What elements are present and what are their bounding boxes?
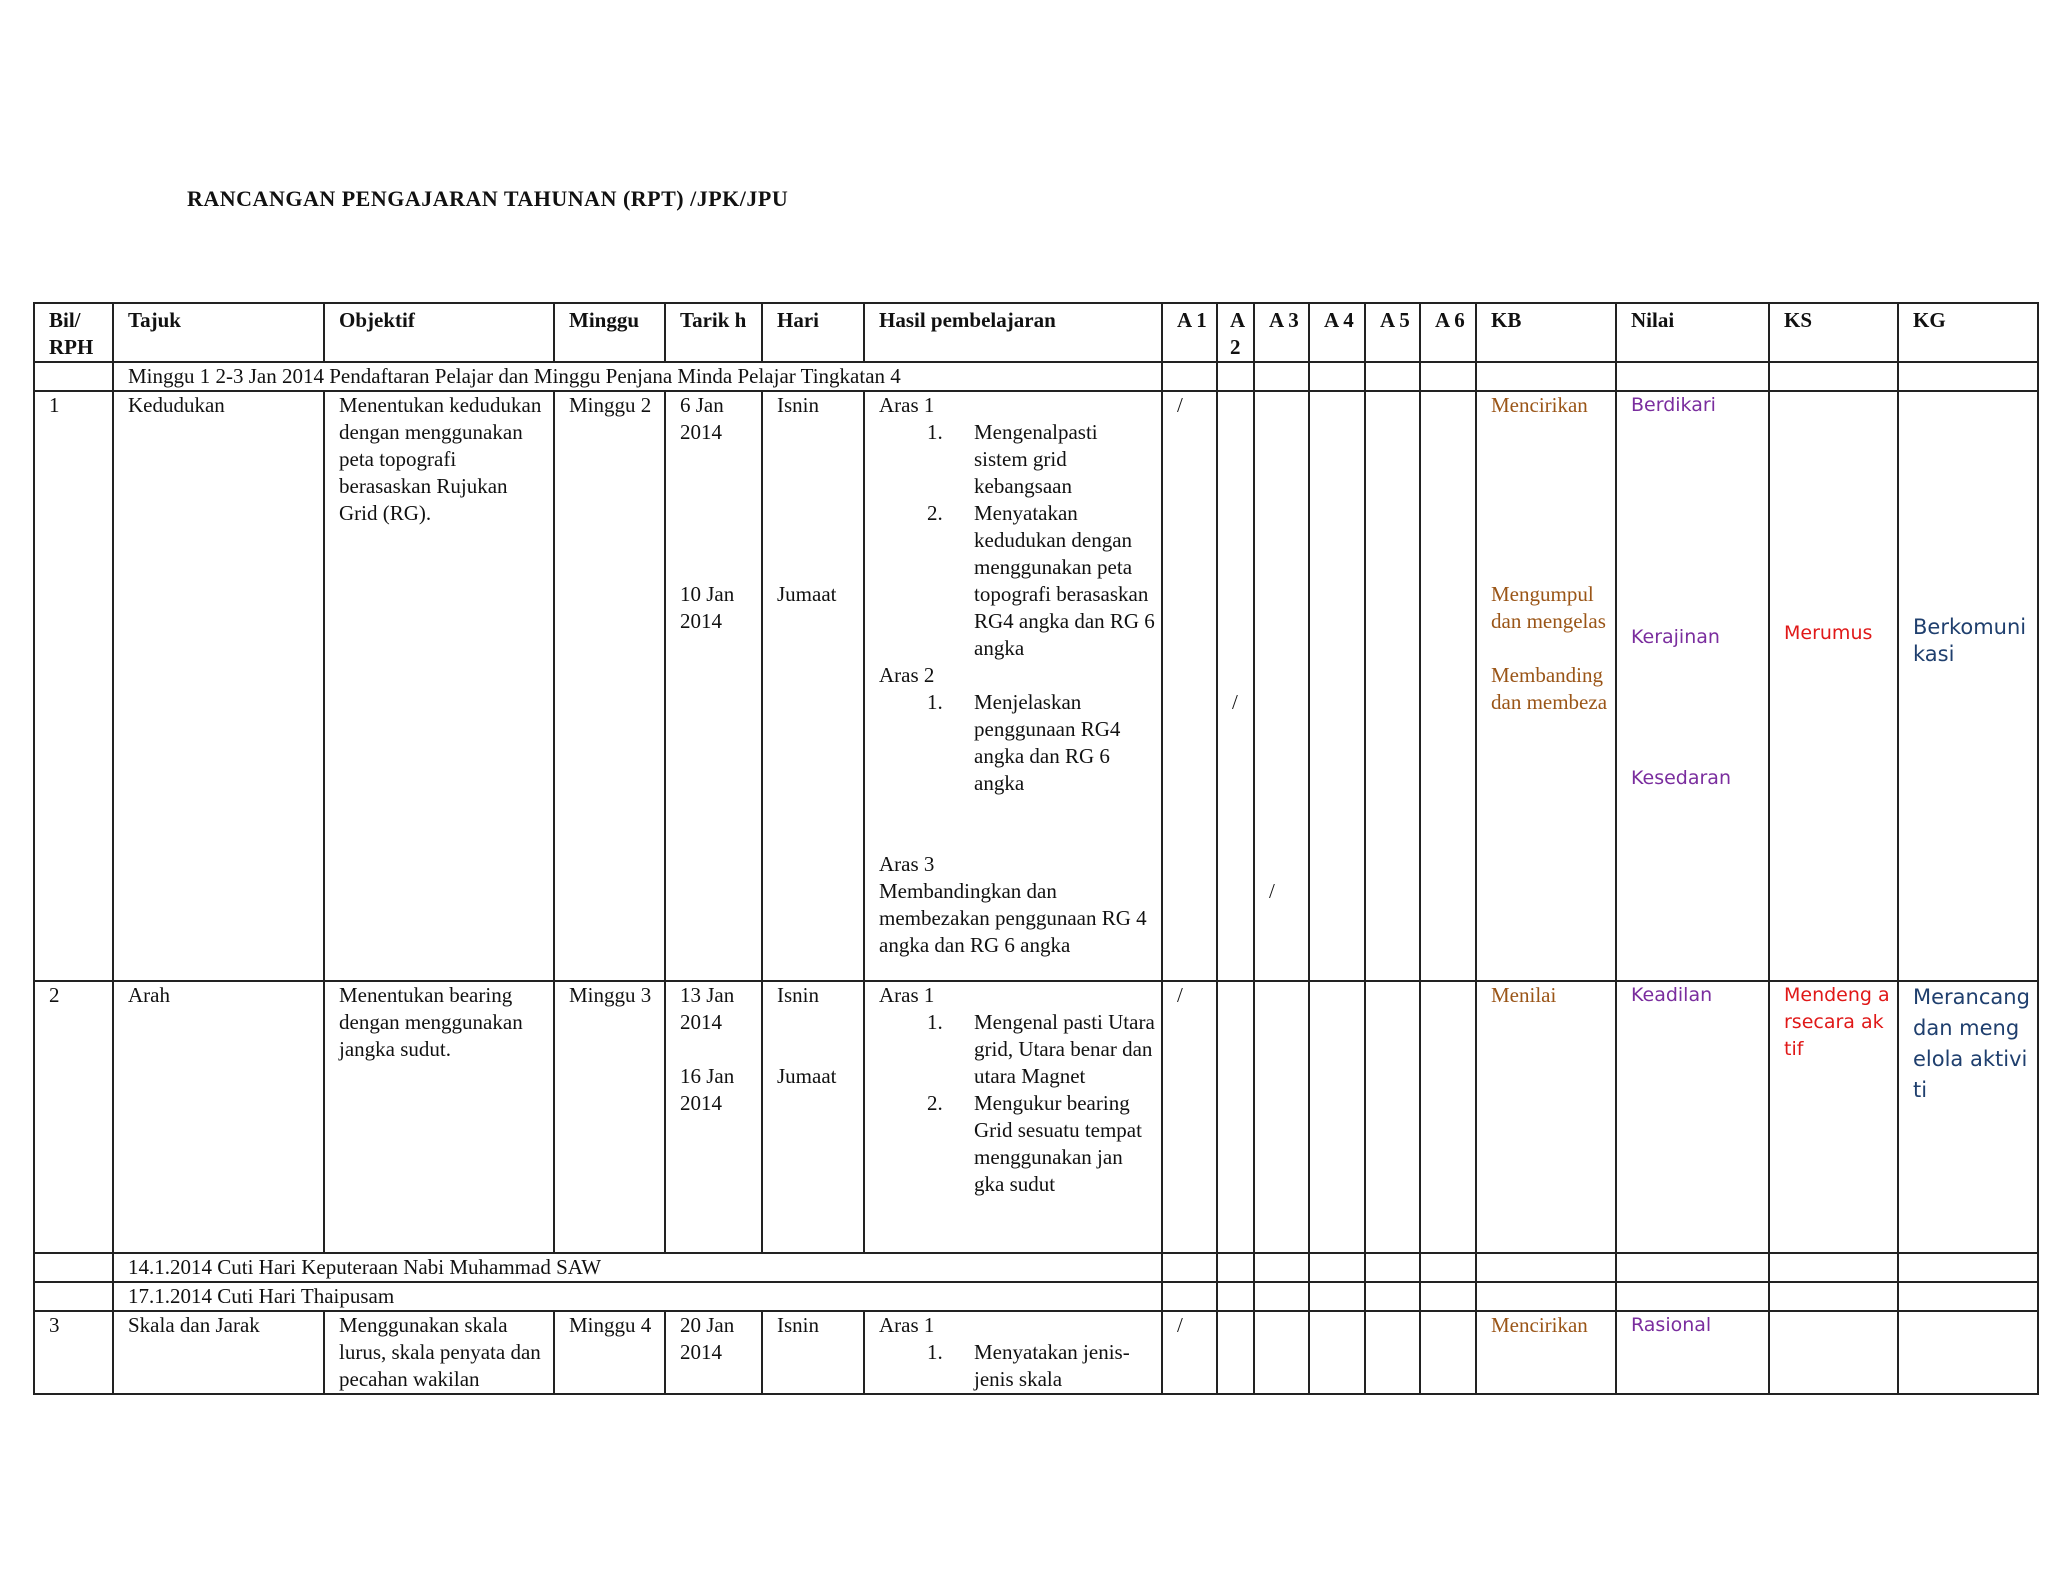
note-minggu1: Minggu 1 2-3 Jan 2014 Pendaftaran Pelajar dan Minggu Penjana Minda Pelajar Tingkatan 4: [113, 362, 1162, 391]
header-nilai: Nilai: [1616, 303, 1769, 362]
list-item: 2. Menyatakan kedudukan dengan menggunakan peta topografi berasaskan RG4 angka dan RG 6 angka: [927, 501, 1155, 660]
row2-hasil: Aras 1 1. Mengenal pasti Utara grid, Utara benar dan utara Magnet 2. Mengukur bearing Grid sesuatu tempat menggunakan jan gka sudut: [864, 981, 1162, 1253]
row1-aras1: Aras 1: [879, 393, 935, 417]
header-row: [34, 303, 2038, 362]
row1-hari: [762, 391, 864, 981]
row3-nilai: Rasional: [1616, 1311, 1769, 1394]
row1-hari2: Jumaat: [777, 582, 837, 606]
header-a5: A 5: [1365, 303, 1420, 362]
header-bil: Bil/ RPH: [34, 303, 113, 362]
note-cuti1: 14.1.2014 Cuti Hari Keputeraan Nabi Muhammad SAW: [113, 1253, 1162, 1282]
row1-hasil: [864, 391, 1162, 981]
header-a4: A 4: [1309, 303, 1365, 362]
row3-kg: [1898, 1311, 2038, 1394]
row2-kg: Merancang dan mengelola aktiviti: [1898, 981, 2038, 1253]
row3-objektif: Menggunakan skala lurus, skala penyata dan pecahan wakilan: [324, 1311, 554, 1394]
table-row: [34, 391, 2038, 981]
row3-a1: /: [1162, 1311, 1217, 1394]
header-ks: KS: [1769, 303, 1898, 362]
row1-bil: 1: [34, 391, 113, 981]
row1-a3: /: [1254, 391, 1309, 981]
row1-a6: [1420, 391, 1476, 981]
list-item: 2. Mengukur bearing Grid sesuatu tempat menggunakan jan gka sudut: [927, 1091, 1142, 1196]
row1-a5: [1365, 391, 1420, 981]
header-tarikh: Tarik h: [665, 303, 762, 362]
row2-a1: /: [1162, 981, 1217, 1253]
row1-a1: /: [1162, 391, 1217, 981]
row1-aras2: Aras 2: [879, 663, 935, 687]
note-cell-empty: [34, 362, 113, 391]
row3-hari: Isnin: [762, 1311, 864, 1394]
row1-a4: [1309, 391, 1365, 981]
table-row: [34, 1311, 2038, 1394]
list-item: 1. Mengenalpasti sistem grid kebangsaan: [927, 420, 1098, 498]
row3-tarikh: 20 Jan 2014: [665, 1311, 762, 1394]
row3-ks: [1769, 1311, 1898, 1394]
row2-kb: Menilai: [1476, 981, 1616, 1253]
row1-nilai: Berdikari Kerajinan Kesedaran: [1616, 391, 1769, 981]
row3-bil: 3: [34, 1311, 113, 1394]
list-item: 1. Mengenal pasti Utara grid, Utara benar dan utara Magnet: [927, 1010, 1155, 1088]
note-row-cuti1: [34, 1253, 2038, 1282]
row2-bil: 2: [34, 981, 113, 1253]
row1-ks: Merumus: [1769, 391, 1898, 981]
header-tajuk: Tajuk: [113, 303, 324, 362]
header-objektif: Objektif: [324, 303, 554, 362]
row1-tarikh1: 6 Jan 2014: [680, 393, 724, 444]
row3-kb: Mencirikan: [1476, 1311, 1616, 1394]
row2-tajuk: Arah: [113, 981, 324, 1253]
header-a2: A 2: [1217, 303, 1254, 362]
row2-objektif: Menentukan bearing dengan menggunakan jangka sudut.: [324, 981, 554, 1253]
list-item: 1. Menjelaskan penggunaan RG4 angka dan RG 6 angka: [927, 690, 1121, 795]
row1-tarikh: [665, 391, 762, 981]
row3-minggu: Minggu 4: [554, 1311, 665, 1394]
header-hari: Hari: [762, 303, 864, 362]
header-hasil: Hasil pembelajaran: [864, 303, 1162, 362]
row2-hari: Isnin Jumaat: [762, 981, 864, 1253]
row3-tajuk: Skala dan Jarak: [113, 1311, 324, 1394]
header-minggu: Minggu: [554, 303, 665, 362]
header-a1: A 1: [1162, 303, 1217, 362]
row1-kb: Mencirikan Mengumpul dan mengelas Membanding dan membeza: [1476, 391, 1616, 981]
header-kg: KG: [1898, 303, 2038, 362]
header-kb: KB: [1476, 303, 1616, 362]
row2-ks: Mendeng arsecara aktif: [1769, 981, 1898, 1253]
row1-tarikh2: 10 Jan 2014: [680, 582, 735, 633]
header-a3: A 3: [1254, 303, 1309, 362]
row1-aras3-text: Membandingkan dan membezakan penggunaan RG 4 angka dan RG 6 angka: [879, 879, 1147, 957]
table-row: [34, 981, 2038, 1253]
row2-minggu: Minggu 3: [554, 981, 665, 1253]
row1-minggu: Minggu 2: [554, 391, 665, 981]
row1-a2: /: [1217, 391, 1254, 981]
note-row-minggu1: [34, 362, 2038, 391]
row1-kg: Berkomunikasi: [1898, 391, 2038, 981]
header-a6: A 6: [1420, 303, 1476, 362]
list-item: 1. Menyatakan jenis-jenis skala: [927, 1340, 1130, 1391]
row1-hari1: Isnin: [777, 393, 819, 417]
row2-tarikh: 13 Jan 2014 16 Jan 2014: [665, 981, 762, 1253]
row3-hasil: Aras 1 1. Menyatakan jenis-jenis skala: [864, 1311, 1162, 1394]
row1-tajuk: Kedudukan: [113, 391, 324, 981]
row2-nilai: Keadilan: [1616, 981, 1769, 1253]
note-row-cuti2: [34, 1282, 2038, 1311]
rpt-table: [33, 302, 2039, 1395]
row1-aras3: Aras 3: [879, 852, 935, 876]
row1-objektif: Menentukan kedudukan dengan menggunakan peta topografi berasaskan Rujukan Grid (RG).: [324, 391, 554, 981]
note-cuti2: 17.1.2014 Cuti Hari Thaipusam: [113, 1282, 1162, 1311]
page-title: RANCANGAN PENGAJARAN TAHUNAN (RPT) /JPK/JPU: [187, 186, 789, 211]
